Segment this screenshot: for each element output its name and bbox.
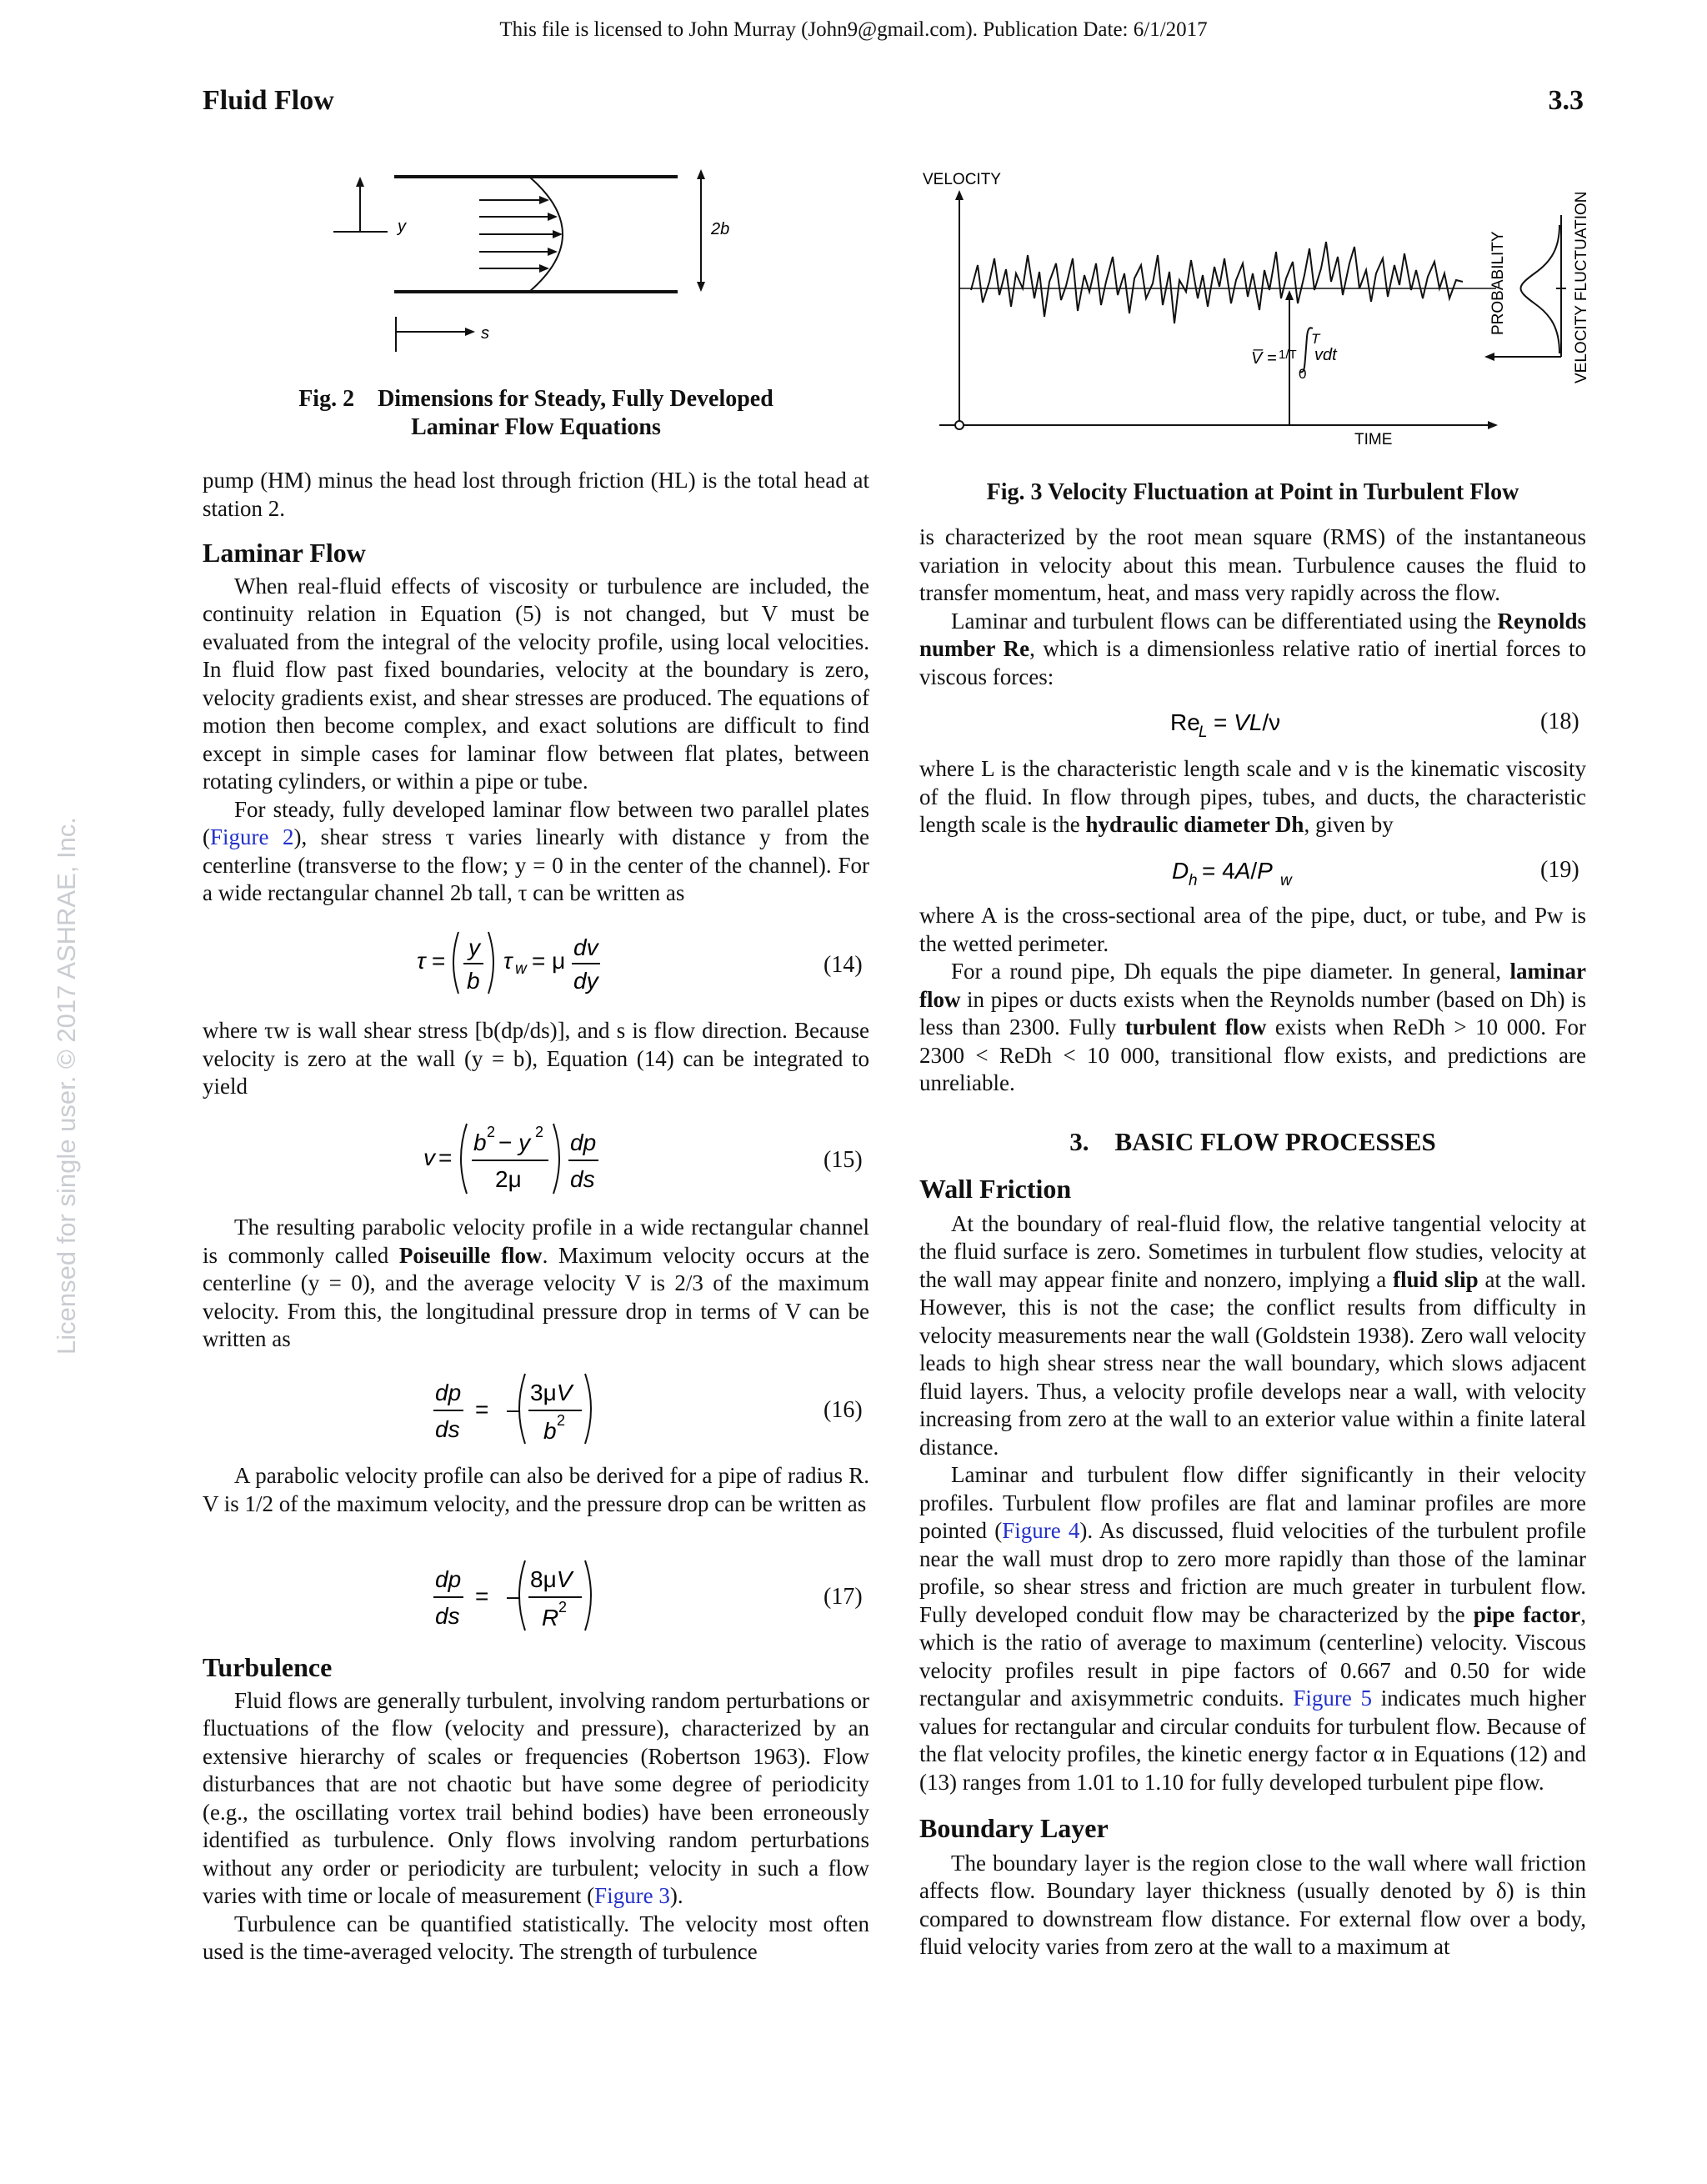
left-column-part1 (203, 467, 869, 908)
paragraph-wall-friction-2 (919, 1461, 1586, 1796)
paragraph-laminar-1: When real-fluid effects of viscosity or turbulence are included, the continuity relation in Equation (5) is not changed, but V must be evaluated from the integral of the velocity profile, using local velocities. In fluid flow past fixed boundaries, velocity at the boundary is zero, velocity gradients exist, and shear stresses are produced. The equations of motion then become complex, and exact solutions are difficult to find except in simple cases for laminar flow between flat plates, between rotating cylinders, or within a pipe or tube. (203, 573, 869, 794)
svg-text:Re: Re (1170, 709, 1200, 735)
svg-text:b: b (467, 968, 480, 994)
svg-text:=: = (475, 1396, 489, 1422)
figure-3-diagram (919, 165, 1594, 448)
paragraph-rms: is characterized by the root mean square (RMS) of the instantaneous variation in velocity about this mean. Turbulence causes the fluid to transfer momentum, heat, and mass very rapidly across the flow. (919, 524, 1586, 605)
probability-curve (1521, 225, 1560, 353)
label-probability: PROBABILITY (1489, 231, 1507, 335)
svg-text:R: R (542, 1605, 559, 1630)
term-poiseuille-flow: Poiseuille flow (398, 1242, 543, 1268)
svg-text:w: w (515, 960, 527, 978)
paragraph-wall-friction-2-a: Laminar and turbulent flow differ significantly in their velocity profiles. Turbulent flow profiles are flat and laminar profiles are more pointed ( (919, 1462, 1586, 1543)
paragraph-laminar-2 (203, 796, 869, 908)
svg-text:D: D (1172, 858, 1189, 884)
heading-laminar-flow: Laminar Flow (203, 538, 366, 568)
figure-2-diagram (329, 167, 754, 367)
svg-text:= μ: = μ (532, 948, 566, 974)
svg-text:=: = (438, 1145, 453, 1170)
svg-text:= 4A/P: = 4A/P (1202, 858, 1273, 884)
mean-formula-lower: 0 (1299, 366, 1307, 382)
heading-boundary-layer: Boundary Layer (919, 1813, 1109, 1843)
paragraph-wall-friction-1-b: at the wall. However, this is not the case; the conflict results from difficulty in velocity measurements near the wall (Goldstein 1938). Zero wall velocity leads to high shear stress near the wall boundary, which slows adjacent fluid layers. Thus, a velocity profile develops near a wall, with velocity increasing from zero at the wall to an exterior value within a finite lateral distance. (919, 1266, 1586, 1460)
paragraph-laminar-2-a: For steady, fully developed laminar flow between two parallel plates ( (203, 796, 869, 849)
equation-19-number: (19) (1540, 857, 1579, 883)
link-figure-3[interactable]: Figure 3 (594, 1883, 670, 1908)
paragraph-poiseuille-a: The resulting parabolic velocity profile in a wide rectangular channel is commonly called (203, 1215, 869, 1268)
label-time: TIME (1354, 431, 1393, 448)
mean-formula-integrand: vdt (1314, 346, 1337, 364)
svg-text:–: – (507, 1583, 520, 1609)
term-reynolds-number: Reynolds number Re (919, 608, 1586, 661)
svg-text:ds: ds (435, 1416, 460, 1442)
heading-wall-friction: Wall Friction (919, 1174, 1072, 1204)
paragraph-wall-friction-2-c: , which is the ratio of average to maximum (centerline) velocity. Viscous velocity profiles result in pipe factors of 0.667 and 0.50 for wide rectangular and axisymmetric conduits. (919, 1601, 1587, 1711)
right-column-part3 (919, 902, 1586, 1098)
label-velocity-fluctuation: VELOCITY FLUCTUATION (1573, 191, 1590, 383)
label-velocity: VELOCITY (923, 171, 1001, 188)
link-figure-2[interactable]: Figure 2 (210, 824, 294, 849)
paragraph-wall-friction-1 (919, 1210, 1586, 1462)
paragraph-round-pipe-c: exists when ReDh > 10 000. For 2300 < ReDh < 10 000, transitional flow exists, and predictions are unreliable. (919, 1014, 1586, 1095)
paragraph-reynolds-a: Laminar and turbulent flows can be differentiated using the (951, 608, 1498, 634)
svg-text:τ: τ (503, 948, 513, 974)
svg-text:2: 2 (557, 1412, 566, 1429)
equation-15 (423, 1117, 640, 1200)
mean-formula-frac: 1/T (1279, 348, 1297, 362)
paragraph-wall-friction-2-d: indicates much higher values for rectangular and circular conduits for turbulent flow. Because of the flat velocity profiles, the kinetic energy factor α in Equations (12) and (13) ranges from 1.01 to 1.10 for fully developed turbulent pipe flow. (919, 1686, 1587, 1795)
link-figure-4[interactable]: Figure 4 (1002, 1518, 1080, 1543)
paragraph-turbulence-1 (203, 1687, 869, 1911)
svg-text:h: h (1189, 872, 1198, 889)
term-turbulent-flow: turbulent flow (1124, 1014, 1267, 1039)
paragraph-turbulence-2: Turbulence can be quantified statistically. The velocity most often used is the time-averaged velocity. The strength of turbulence (203, 1911, 869, 1964)
svg-text:v: v (423, 1145, 435, 1170)
paragraph-wall-stress: where τw is wall shear stress [b(dp/ds)], and s is flow direction. Because velocity is zero at the wall (y = b), Equation (14) can be integrated to yield (203, 1018, 869, 1099)
term-hydraulic-diameter: hydraulic diameter Dh (1085, 812, 1304, 837)
svg-text:–: – (507, 1396, 520, 1422)
paragraph-pump: pump (HM) minus the head lost through friction (HL) is the total head at station 2. (203, 468, 869, 521)
svg-text:ds: ds (570, 1166, 595, 1192)
paragraph-area: where A is the cross-sectional area of the pipe, duct, or tube, and Pw is the wetted perimeter. (919, 903, 1586, 956)
section-heading-basic-flow: 3. BASIC FLOW PROCESSES (1069, 1127, 1436, 1156)
svg-text:= VL/ν: = VL/ν (1214, 709, 1281, 735)
paragraph-wall-friction-2-b: ). As discussed, fluid velocities of the turbulent profile near the wall must drop to zero more rapidly than those of the laminar profile, so shear stress and friction are much greater in turbulent flow. Fully developed conduit flow may be characterized by the (919, 1518, 1587, 1627)
right-column-part2 (919, 755, 1586, 839)
right-column-part1 (919, 523, 1586, 691)
equation-15-number: (15) (823, 1147, 863, 1173)
figure-2-caption-line2: Laminar Flow Equations (411, 414, 661, 440)
left-column-part2 (203, 1017, 869, 1101)
svg-text:τ: τ (417, 948, 426, 974)
svg-text:b: b (473, 1130, 487, 1155)
svg-text:2: 2 (558, 1599, 568, 1615)
equation-17 (433, 1554, 617, 1637)
label-2b: 2b (711, 220, 730, 238)
paragraph-round-pipe (919, 958, 1586, 1098)
paragraph-round-pipe-a: For a round pipe, Dh equals the pipe diameter. In general, (951, 959, 1510, 984)
equation-14 (417, 925, 650, 1000)
figure-2-caption-line1: Fig. 2 Dimensions for Steady, Fully Developed (298, 386, 773, 412)
equation-19 (1172, 854, 1339, 890)
svg-text:b: b (543, 1418, 557, 1444)
paragraph-pipe: A parabolic velocity profile can also be derived for a pipe of radius R. V is 1/2 of the maximum velocity, and the pressure drop can be written as (203, 1463, 869, 1516)
svg-text:dp: dp (570, 1130, 597, 1155)
figure-2-caption (203, 385, 869, 442)
paragraph-poiseuille-b: . Maximum velocity occurs at the centerline (y = 0), and the average velocity V is 2/3 of the maximum velocity. From this, the longitudinal pressure drop in terms of V can be written as (203, 1242, 869, 1351)
term-laminar-flow: laminar flow (919, 959, 1586, 1012)
equation-14-number: (14) (823, 952, 863, 978)
page-number: 3.3 (1548, 85, 1584, 116)
mean-formula-upper: T (1311, 331, 1320, 347)
label-y: y (398, 218, 406, 236)
equation-16-number: (16) (823, 1397, 863, 1423)
svg-text:=: = (475, 1583, 489, 1609)
equation-18-number: (18) (1540, 709, 1579, 734)
figure-3-caption: Fig. 3 Velocity Fluctuation at Point in Turbulent Flow (986, 479, 1519, 505)
svg-text:L: L (1199, 724, 1208, 741)
left-column-part3 (203, 1214, 869, 1354)
turbulent-velocity-signal (971, 242, 1463, 323)
svg-text:=: = (432, 948, 446, 974)
paragraph-length-scale (919, 755, 1586, 839)
left-column-part4 (203, 1462, 869, 1518)
origin-marker (955, 421, 964, 429)
term-fluid-slip: fluid slip (1393, 1266, 1479, 1292)
svg-text:dp: dp (435, 1380, 462, 1405)
paragraph-reynolds (919, 608, 1586, 692)
svg-text:2μ: 2μ (495, 1166, 522, 1192)
paragraph-wall-friction-1-a: At the boundary of real-fluid flow, the relative tangential velocity at the fluid surface is zero. Sometimes in turbulent flow studies, velocity at the wall may appear finite and nonzero, implying a (919, 1210, 1586, 1292)
paragraph-round-pipe-b: in pipes or ducts exists when the Reynolds number (based on Dh) is less than 2300. Fully (919, 986, 1586, 1039)
mean-formula-lhs: V̅ = (1251, 349, 1277, 368)
watermark-text: Licensed for single user. © 2017 ASHRAE, Inc. (52, 817, 81, 1355)
paragraph-laminar-2-b: ), shear stress τ varies linearly with distance y from the centerline (transverse to the flow; y = 0 in the center of the channel). For a wide rectangular channel 2b tall, τ can be written as (203, 824, 870, 905)
paragraph-poiseuille (203, 1214, 869, 1354)
label-s: s (481, 324, 489, 343)
equation-16 (433, 1367, 617, 1450)
svg-text:dp: dp (435, 1566, 462, 1592)
svg-text:3μV: 3μV (530, 1380, 573, 1405)
svg-text:y: y (468, 934, 480, 960)
paragraph-length-scale-a: where L is the characteristic length scale and ν is the kinematic viscosity of the fluid. In flow through pipes, tubes, and ducts, the characteristic length scale is the (919, 756, 1586, 837)
equation-17-number: (17) (823, 1584, 863, 1610)
running-header-title: Fluid Flow (203, 85, 334, 116)
svg-text:2: 2 (487, 1124, 496, 1140)
paragraph-length-scale-b: , given by (1304, 812, 1394, 837)
link-figure-5[interactable]: Figure 5 (1293, 1686, 1373, 1711)
left-column-part5 (203, 1654, 869, 1966)
license-line: This file is licensed to John Murray (John9@gmail.com). Publication Date: 6/1/2017 (499, 18, 1208, 41)
equation-18 (1170, 705, 1337, 742)
svg-text:w: w (1280, 872, 1292, 889)
svg-text:dy: dy (573, 968, 598, 994)
svg-text:8μV: 8μV (530, 1566, 573, 1592)
svg-text:− y: − y (498, 1130, 531, 1155)
paragraph-turbulence-1-b: ). (669, 1883, 683, 1908)
svg-text:2: 2 (535, 1124, 544, 1140)
right-column-part4 (919, 1175, 1586, 1961)
svg-text:ds: ds (435, 1603, 460, 1629)
svg-text:dv: dv (573, 934, 598, 960)
paragraph-boundary-layer: The boundary layer is the region close to the wall where wall friction affects flow. Boundary layer thickness (usually denoted by δ) is thin compared to downstream flow distance. For external flow over a body, fluid velocity varies from zero at the wall to a maximum at (919, 1850, 1586, 1959)
heading-turbulence: Turbulence (203, 1652, 333, 1682)
paragraph-reynolds-b: , which is a dimensionless relative ratio of inertial forces to viscous forces: (919, 636, 1586, 689)
paragraph-turbulence-1-a: Fluid flows are generally turbulent, involving random perturbations or fluctuations of the flow (velocity and pressure), characterized by an extensive hierarchy of scales or frequencies (Robertson 1963). Flow disturbances that are not chaotic but have some degree of periodicity (e.g., the oscillating vortex trail behind bodies) have been erroneously identified as turbulence. Only flows involving random perturbations without any order or periodicity are turbulent; velocity in such a flow varies with time or locale of measurement ( (203, 1687, 869, 1908)
term-pipe-factor: pipe factor (1473, 1601, 1581, 1627)
